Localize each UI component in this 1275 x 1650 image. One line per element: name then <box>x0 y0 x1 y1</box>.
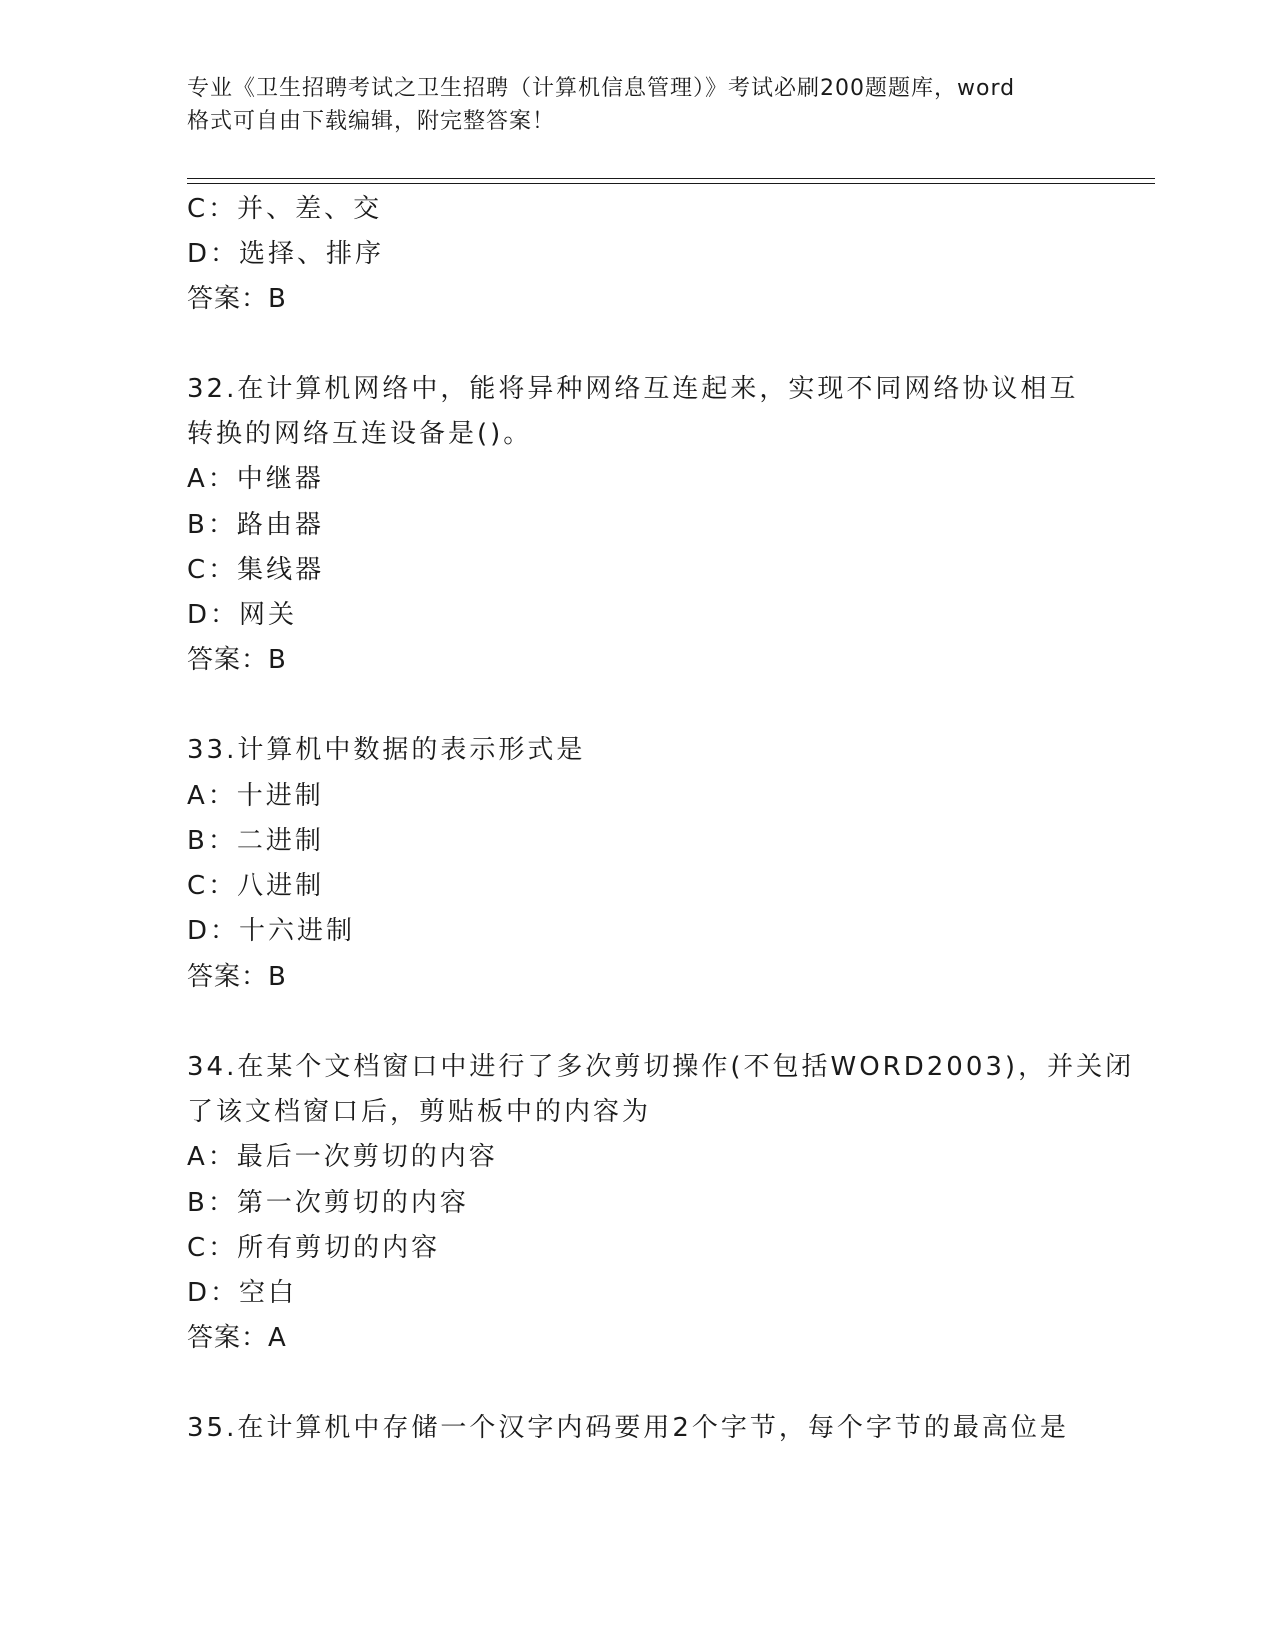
header-divider-top <box>187 178 1155 179</box>
header-divider-bottom <box>187 183 1155 184</box>
q32-option-d: D：网关 <box>187 600 298 630</box>
header-line-2: 格式可自由下载编辑，附完整答案！ <box>187 109 556 134</box>
q31-option-d: D：选择、排序 <box>187 239 385 269</box>
q32-option-c: C：集线器 <box>187 555 325 585</box>
q33-answer: 答案：B <box>187 962 287 992</box>
q32-answer: 答案：B <box>187 645 287 675</box>
document-header <box>187 72 1087 138</box>
q33-question: 33.计算机中数据的表示形式是 <box>187 735 586 765</box>
q33-option-c: C：八进制 <box>187 871 325 901</box>
q32-question-line-1: 32.在计算机网络中，能将异种网络互连起来，实现不同网络协议相互 <box>187 374 1079 404</box>
q32-question-line-2: 转换的网络互连设备是()。 <box>187 419 533 449</box>
header-line-1: 专业《卫生招聘考试之卫生招聘（计算机信息管理）》考试必刷200题题库，word <box>187 76 1016 101</box>
q34-question-line-1: 34.在某个文档窗口中进行了多次剪切操作(不包括WORD2003)，并关闭 <box>187 1052 1135 1082</box>
q34-answer: 答案：A <box>187 1323 287 1353</box>
q34-question-line-2: 了该文档窗口后，剪贴板中的内容为 <box>187 1097 652 1127</box>
q35-question-line-1: 35.在计算机中存储一个汉字内码要用2个字节，每个字节的最高位是 <box>187 1413 1069 1443</box>
q34-option-d: D：空白 <box>187 1278 298 1308</box>
q32-option-b: B：路由器 <box>187 510 324 540</box>
q31-option-c: C：并、差、交 <box>187 194 383 224</box>
q33-option-d: D：十六进制 <box>187 916 356 946</box>
q33-option-b: B：二进制 <box>187 826 324 856</box>
q34-option-a: A：最后一次剪切的内容 <box>187 1142 498 1172</box>
q33-option-a: A：十进制 <box>187 781 324 811</box>
q31-answer: 答案：B <box>187 284 287 314</box>
q34-option-b: B：第一次剪切的内容 <box>187 1188 469 1218</box>
q32-option-a: A：中继器 <box>187 464 324 494</box>
q34-option-c: C：所有剪切的内容 <box>187 1233 441 1263</box>
